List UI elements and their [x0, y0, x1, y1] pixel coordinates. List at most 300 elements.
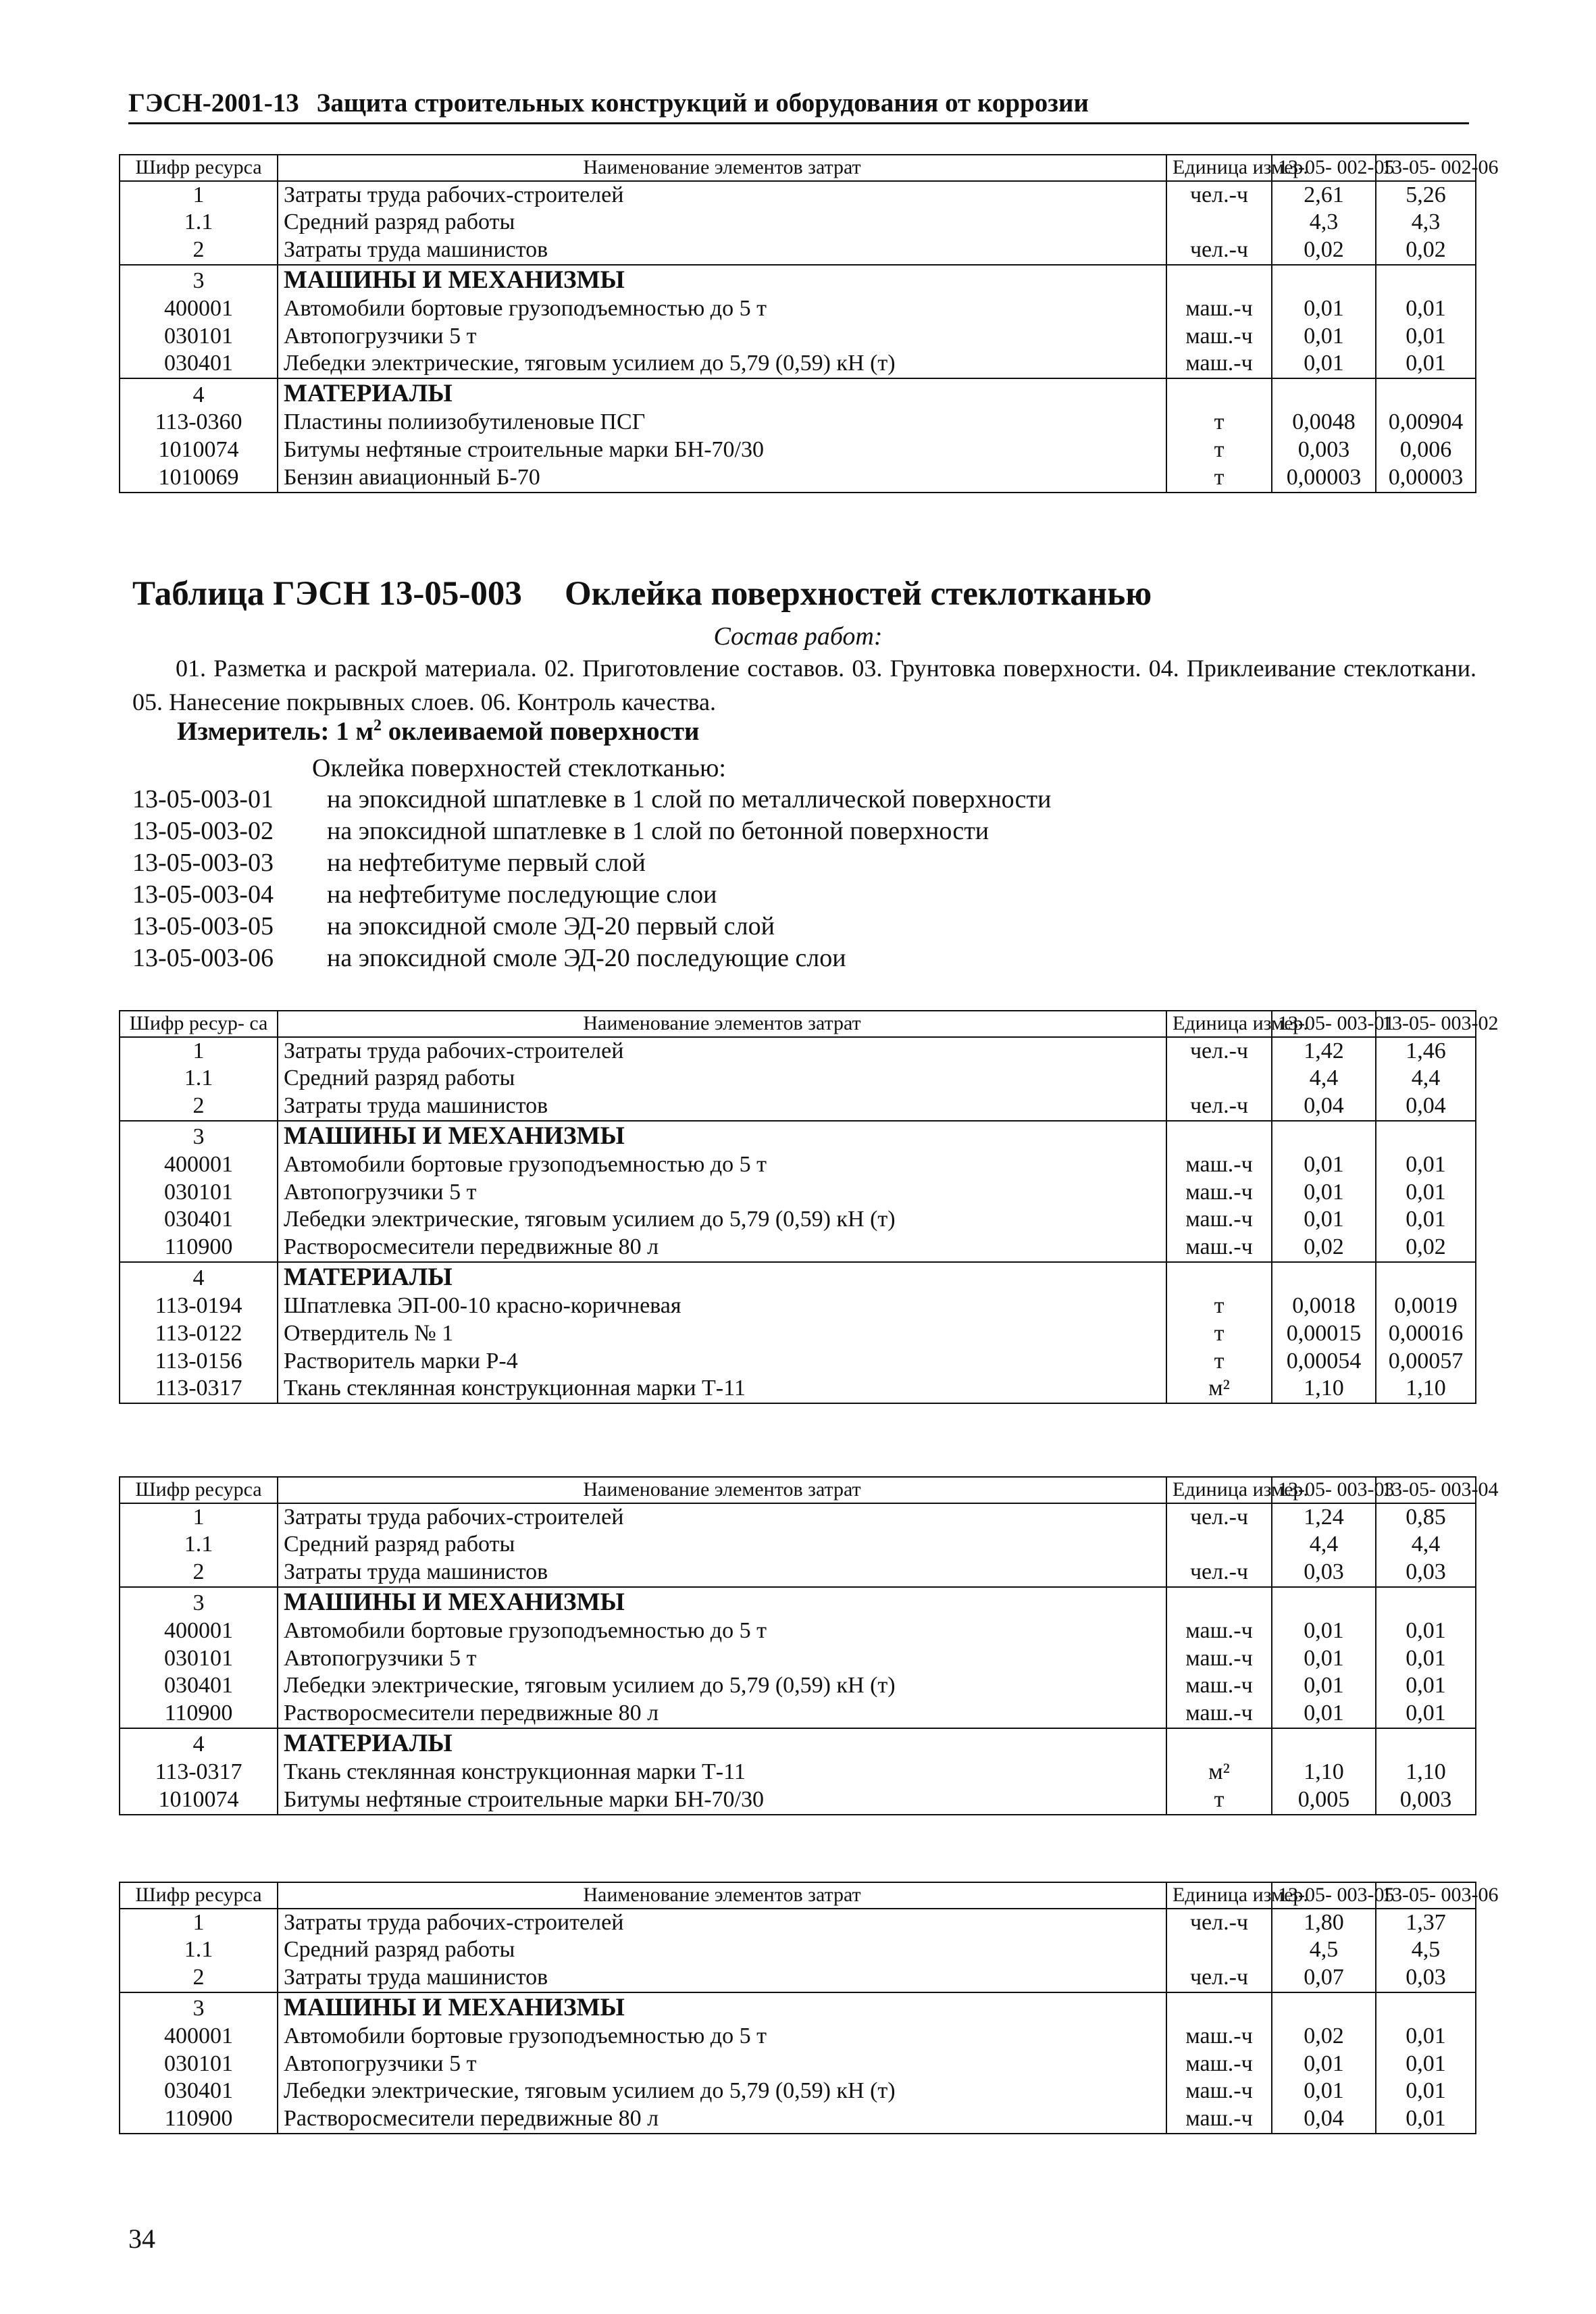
cell-name: МАШИНЫ И МЕХАНИЗМЫ [278, 1992, 1166, 2023]
cell-code: 030101 [120, 2051, 278, 2078]
norms-subheading: Оклейка поверхностей стеклотканью: [312, 754, 726, 782]
table-row [120, 1234, 1476, 1262]
cell-name: Затраты труда рабочих-строителей [278, 1037, 1166, 1065]
cell-value-2: 0,0019 [1376, 1292, 1476, 1320]
table-row [120, 378, 1476, 409]
cell-unit: маш.-ч [1166, 2078, 1272, 2105]
header-col1: 13-05- 003-03 [1272, 1477, 1376, 1503]
cell-code: 400001 [120, 295, 278, 323]
cell-value-2 [1376, 265, 1476, 295]
cell-unit [1166, 1531, 1272, 1559]
cell-code: 2 [120, 236, 278, 265]
table-row [120, 2105, 1476, 2134]
cell-value-2: 0,003 [1376, 1786, 1476, 1815]
cell-code: 1 [120, 1037, 278, 1065]
cell-unit: т [1166, 1292, 1272, 1320]
cell-value-1: 2,61 [1272, 181, 1376, 209]
header-cipher: Шифр ресурса [120, 1882, 278, 1909]
cell-name: Ткань стеклянная конструкционная марки Т-11 [278, 1375, 1166, 1403]
cell-value-2: 0,01 [1376, 1700, 1476, 1728]
cell-value-2 [1376, 1587, 1476, 1617]
cell-value-2: 0,01 [1376, 1206, 1476, 1234]
cell-value-2: 4,5 [1376, 1936, 1476, 1964]
cell-value-1: 0,00054 [1272, 1348, 1376, 1376]
cell-value-1 [1272, 1587, 1376, 1617]
cell-value-1 [1272, 1121, 1376, 1151]
cell-unit: маш.-ч [1166, 1151, 1272, 1179]
cell-value-1: 0,03 [1272, 1559, 1376, 1587]
cell-unit: м² [1166, 1375, 1272, 1403]
cell-value-1: 0,02 [1272, 1234, 1376, 1262]
cell-name: МАШИНЫ И МЕХАНИЗМЫ [278, 1121, 1166, 1151]
cell-unit: чел.-ч [1166, 1503, 1272, 1532]
cell-name: Затраты труда рабочих-строителей [278, 1909, 1166, 1937]
cell-value-2 [1376, 1121, 1476, 1151]
header-unit: Единица измер. [1166, 1477, 1272, 1503]
cell-value-2: 1,46 [1376, 1037, 1476, 1065]
cell-code: 400001 [120, 2023, 278, 2051]
table-row [120, 1503, 1476, 1532]
cell-code: 2 [120, 1092, 278, 1121]
cell-name: Лебедки электрические, тяговым усилием до 5,79 (0,59) кН (т) [278, 1672, 1166, 1700]
cell-value-1 [1272, 265, 1376, 295]
cell-value-2: 0,01 [1376, 295, 1476, 323]
cell-value-2 [1376, 1728, 1476, 1759]
cell-value-2: 0,01 [1376, 1645, 1476, 1673]
cell-value-1: 0,003 [1272, 436, 1376, 464]
cell-code: 030401 [120, 350, 278, 378]
header-unit: Единица измер. [1166, 1011, 1272, 1037]
cell-value-1: 1,10 [1272, 1375, 1376, 1403]
cell-value-2: 0,01 [1376, 2078, 1476, 2105]
table-row [120, 409, 1476, 436]
header-col1: 13-05- 003-05 [1272, 1882, 1376, 1909]
table-header-row [120, 1477, 1476, 1503]
table-row [120, 1786, 1476, 1815]
cell-code: 030101 [120, 323, 278, 351]
cell-value-1: 0,01 [1272, 1151, 1376, 1179]
measure-unit: Измеритель: 1 $м^2$ оклеиваемой поверхности [177, 717, 700, 746]
cell-unit: чел.-ч [1166, 1559, 1272, 1587]
cell-value-2: 0,03 [1376, 1559, 1476, 1587]
cell-code: 3 [120, 1121, 278, 1151]
cell-unit: маш.-ч [1166, 323, 1272, 351]
cell-unit [1166, 1587, 1272, 1617]
table-row [120, 1936, 1476, 1964]
norm-item [132, 847, 1051, 879]
cell-name: Средний разряд работы [278, 209, 1166, 236]
header-name: Наименование элементов затрат [278, 155, 1166, 181]
norm-text: на эпоксидной шпатлевке в 1 слой по металлической поверхности [327, 785, 1052, 813]
cell-name: Растворосмесители передвижные 80 л [278, 1700, 1166, 1728]
cell-value-1: 0,01 [1272, 1700, 1376, 1728]
table-row [120, 2078, 1476, 2105]
table-row [120, 1092, 1476, 1121]
cell-code: 1.1 [120, 1936, 278, 1964]
cell-unit: маш.-ч [1166, 1179, 1272, 1207]
cell-value-1 [1272, 1728, 1376, 1759]
cell-value-1: 0,07 [1272, 1964, 1376, 1992]
table-row [120, 1759, 1476, 1786]
cell-unit: т [1166, 1320, 1272, 1348]
cell-name: Средний разряд работы [278, 1936, 1166, 1964]
cell-code: 1 [120, 1503, 278, 1532]
cell-name: Затраты труда машинистов [278, 1964, 1166, 1992]
table-row [120, 464, 1476, 493]
cell-code: 400001 [120, 1617, 278, 1645]
cell-unit [1166, 1065, 1272, 1092]
cell-name: Автопогрузчики 5 т [278, 2051, 1166, 2078]
cell-name: Растворосмесители передвижные 80 л [278, 1234, 1166, 1262]
cell-value-1: 0,01 [1272, 1645, 1376, 1673]
cell-code: 1 [120, 1909, 278, 1937]
norm-text: на нефтебитуме последующие слои [327, 880, 717, 909]
cell-name: Шпатлевка ЭП-00-10 красно-коричневая [278, 1292, 1166, 1320]
document-code: ГЭСН-2001-13 [128, 89, 299, 118]
cell-code: 1.1 [120, 209, 278, 236]
cell-code: 113-0317 [120, 1759, 278, 1786]
cell-value-2 [1376, 378, 1476, 409]
cell-value-1: 0,01 [1272, 1206, 1376, 1234]
cell-unit: маш.-ч [1166, 295, 1272, 323]
table-row [120, 323, 1476, 351]
cell-unit [1166, 1992, 1272, 2023]
table-row [120, 1700, 1476, 1728]
cell-value-2: 1,10 [1376, 1375, 1476, 1403]
table-row [120, 181, 1476, 209]
cell-code: 030101 [120, 1645, 278, 1673]
cell-code: 2 [120, 1559, 278, 1587]
norms-list [132, 784, 1051, 974]
header-col2: 13-05- 003-02 [1376, 1011, 1476, 1037]
cell-value-2: 0,01 [1376, 1617, 1476, 1645]
cell-name: Растворитель марки Р-4 [278, 1348, 1166, 1376]
table-row [120, 1617, 1476, 1645]
cell-value-1: 0,0018 [1272, 1292, 1376, 1320]
cell-value-1: 4,4 [1272, 1531, 1376, 1559]
header-cipher: Шифр ресур- са [120, 1011, 278, 1037]
works-description: 01. Разметка и раскрой материала. 02. Приготовление составов. 03. Грунтовка поверхности. 04. Приклеивание стеклоткани. 05. Нанесение покрывных слоев. 06. Контроль качества. [132, 655, 1476, 715]
norm-code: 13-05-003-05 [132, 912, 274, 940]
header-name: Наименование элементов затрат [278, 1882, 1166, 1909]
cell-code: 113-0122 [120, 1320, 278, 1348]
resource-table-2 [119, 1010, 1499, 1404]
table-row [120, 1037, 1476, 1065]
cell-value-2: 0,00016 [1376, 1320, 1476, 1348]
cell-value-2: 4,3 [1376, 209, 1476, 236]
cell-unit: маш.-ч [1166, 350, 1272, 378]
norm-text: на эпоксидной смоле ЭД-20 первый слой [327, 912, 775, 940]
cell-unit: т [1166, 1348, 1272, 1376]
cell-code: 113-0156 [120, 1348, 278, 1376]
table-header-row [120, 1011, 1476, 1037]
header-cipher: Шифр ресурса [120, 155, 278, 181]
cell-name: МАШИНЫ И МЕХАНИЗМЫ [278, 265, 1166, 295]
cell-unit [1166, 209, 1272, 236]
cell-name: Пластины полиизобутиленовые ПСГ [278, 409, 1166, 436]
cell-value-1: 0,01 [1272, 2078, 1376, 2105]
cell-value-2: 0,85 [1376, 1503, 1476, 1532]
works-label: Состав работ: [713, 622, 883, 651]
table-row [120, 1292, 1476, 1320]
header-col1: 13-05- 003-01 [1272, 1011, 1376, 1037]
cell-value-2: 0,01 [1376, 1151, 1476, 1179]
cell-code: 4 [120, 1262, 278, 1292]
table-row [120, 1559, 1476, 1587]
cell-name: Отвердитель № 1 [278, 1320, 1166, 1348]
cell-value-2 [1376, 1262, 1476, 1292]
cell-name: Лебедки электрические, тяговым усилием до 5,79 (0,59) кН (т) [278, 350, 1166, 378]
cell-value-2: 5,26 [1376, 181, 1476, 209]
header-col2: 13-05- 003-04 [1376, 1477, 1476, 1503]
header-col1: 13-05- 002-05 [1272, 155, 1376, 181]
cell-value-1: 0,01 [1272, 2051, 1376, 2078]
document-title: Защита строительных конструкций и оборудования от коррозии [316, 89, 1089, 118]
cell-value-1: 1,24 [1272, 1503, 1376, 1532]
cell-value-2: 4,4 [1376, 1065, 1476, 1092]
norm-text: на эпоксидной шпатлевке в 1 слой по бетонной поверхности [327, 817, 989, 845]
cell-code: 030401 [120, 1206, 278, 1234]
cell-name: Битумы нефтяные строительные марки БН-70/30 [278, 1786, 1166, 1815]
resource-table-3 [119, 1476, 1499, 1815]
cell-name: Растворосмесители передвижные 80 л [278, 2105, 1166, 2134]
cell-unit: т [1166, 1786, 1272, 1815]
cell-code: 400001 [120, 1151, 278, 1179]
cell-value-1: 0,005 [1272, 1786, 1376, 1815]
cell-value-2: 1,37 [1376, 1909, 1476, 1937]
cell-unit: маш.-ч [1166, 1672, 1272, 1700]
cell-value-1: 0,01 [1272, 1617, 1376, 1645]
norm-text: на эпоксидной смоле ЭД-20 последующие слои [327, 944, 846, 972]
table-row [120, 1121, 1476, 1151]
cell-unit: т [1166, 464, 1272, 493]
cell-value-1: 0,01 [1272, 1672, 1376, 1700]
cell-name: Средний разряд работы [278, 1531, 1166, 1559]
table-row [120, 1587, 1476, 1617]
cell-name: Автопогрузчики 5 т [278, 323, 1166, 351]
cell-value-1: 1,80 [1272, 1909, 1376, 1937]
cell-unit: чел.-ч [1166, 1964, 1272, 1992]
page-header [128, 88, 1469, 124]
cell-name: МАТЕРИАЛЫ [278, 1728, 1166, 1759]
cell-unit [1166, 1262, 1272, 1292]
cell-value-1 [1272, 1262, 1376, 1292]
cell-unit [1166, 1728, 1272, 1759]
table-row [120, 1672, 1476, 1700]
table-row [120, 1909, 1476, 1937]
cell-code: 1.1 [120, 1065, 278, 1092]
cell-value-1: 0,04 [1272, 2105, 1376, 2134]
table-row [120, 295, 1476, 323]
cell-code: 110900 [120, 2105, 278, 2134]
table-row [120, 1179, 1476, 1207]
cell-unit: маш.-ч [1166, 2105, 1272, 2134]
header-col2: 13-05- 002-06 [1376, 155, 1476, 181]
table-row [120, 1992, 1476, 2023]
cell-code: 1 [120, 181, 278, 209]
table-row [120, 350, 1476, 378]
cell-value-2: 0,01 [1376, 2023, 1476, 2051]
table-title: Оклейка поверхностей стеклотканью [565, 575, 1152, 613]
cell-value-1: 0,04 [1272, 1092, 1376, 1121]
cell-code: 3 [120, 1587, 278, 1617]
cell-value-1: 0,0048 [1272, 409, 1376, 436]
resource-table-1 [119, 154, 1499, 493]
cell-value-2: 0,01 [1376, 2105, 1476, 2134]
cell-code: 030401 [120, 2078, 278, 2105]
cell-name: Автомобили бортовые грузоподъемностью до 5 т [278, 295, 1166, 323]
cell-name: Автомобили бортовые грузоподъемностью до 5 т [278, 2023, 1166, 2051]
header-name: Наименование элементов затрат [278, 1477, 1166, 1503]
cell-name: Затраты труда рабочих-строителей [278, 181, 1166, 209]
table-row [120, 1964, 1476, 1992]
table-row [120, 2051, 1476, 2078]
norm-code: 13-05-003-04 [132, 880, 274, 909]
cell-value-1: 1,10 [1272, 1759, 1376, 1786]
cell-code: 2 [120, 1964, 278, 1992]
cell-value-2: 0,04 [1376, 1092, 1476, 1121]
cell-unit: маш.-ч [1166, 2051, 1272, 2078]
norm-code: 13-05-003-01 [132, 785, 274, 813]
cell-value-2: 0,01 [1376, 1179, 1476, 1207]
norm-code: 13-05-003-06 [132, 944, 274, 972]
table-row [120, 1645, 1476, 1673]
cell-value-1: 0,01 [1272, 1179, 1376, 1207]
cell-value-2: 0,00057 [1376, 1348, 1476, 1376]
cell-name: Лебедки электрические, тяговым усилием до 5,79 (0,59) кН (т) [278, 1206, 1166, 1234]
cell-unit [1166, 265, 1272, 295]
cell-unit: чел.-ч [1166, 236, 1272, 265]
cell-unit [1166, 378, 1272, 409]
cell-value-2: 4,4 [1376, 1531, 1476, 1559]
cell-code: 4 [120, 378, 278, 409]
cell-unit: маш.-ч [1166, 1617, 1272, 1645]
cell-name: Затраты труда рабочих-строителей [278, 1503, 1166, 1532]
cell-value-1: 4,5 [1272, 1936, 1376, 1964]
cell-code: 113-0317 [120, 1375, 278, 1403]
cell-unit: чел.-ч [1166, 181, 1272, 209]
cell-name: Ткань стеклянная конструкционная марки Т-11 [278, 1759, 1166, 1786]
cell-unit: маш.-ч [1166, 2023, 1272, 2051]
cell-value-1: 0,02 [1272, 236, 1376, 265]
cell-unit: чел.-ч [1166, 1092, 1272, 1121]
table-row [120, 436, 1476, 464]
cell-value-2: 0,02 [1376, 236, 1476, 265]
cell-value-1 [1272, 1992, 1376, 2023]
norm-item [132, 911, 1051, 942]
norm-code: 13-05-003-03 [132, 849, 274, 877]
header-col2: 13-05- 003-06 [1376, 1882, 1476, 1909]
table-row [120, 1728, 1476, 1759]
cell-value-1: 0,00015 [1272, 1320, 1376, 1348]
cell-unit: чел.-ч [1166, 1909, 1272, 1937]
cell-name: МАШИНЫ И МЕХАНИЗМЫ [278, 1587, 1166, 1617]
resource-table-4 [119, 1882, 1499, 2134]
cell-value-1 [1272, 378, 1376, 409]
norm-item [132, 784, 1051, 815]
norm-text: на нефтебитуме первый слой [327, 849, 646, 877]
cell-unit: т [1166, 436, 1272, 464]
table-row [120, 1320, 1476, 1348]
table-row [120, 1375, 1476, 1403]
cell-name: Лебедки электрические, тяговым усилием до 5,79 (0,59) кН (т) [278, 2078, 1166, 2105]
table-row [120, 265, 1476, 295]
cell-code: 110900 [120, 1234, 278, 1262]
cell-name: Автопогрузчики 5 т [278, 1645, 1166, 1673]
norm-code: 13-05-003-02 [132, 817, 274, 845]
cell-value-2: 0,01 [1376, 2051, 1476, 2078]
cell-name: МАТЕРИАЛЫ [278, 378, 1166, 409]
cell-name: МАТЕРИАЛЫ [278, 1262, 1166, 1292]
cell-unit: м² [1166, 1759, 1272, 1786]
norm-item [132, 942, 1051, 974]
cell-value-2: 0,01 [1376, 1672, 1476, 1700]
cell-code: 110900 [120, 1700, 278, 1728]
cell-code: 3 [120, 1992, 278, 2023]
table-row [120, 1151, 1476, 1179]
table-row [120, 1065, 1476, 1092]
cell-value-1: 0,02 [1272, 2023, 1376, 2051]
cell-unit: маш.-ч [1166, 1234, 1272, 1262]
cell-value-2: 0,006 [1376, 436, 1476, 464]
cell-value-2: 0,03 [1376, 1964, 1476, 1992]
cell-unit [1166, 1121, 1272, 1151]
cell-unit: маш.-ч [1166, 1645, 1272, 1673]
cell-value-1: 4,3 [1272, 209, 1376, 236]
cell-code: 030101 [120, 1179, 278, 1207]
table-row [120, 236, 1476, 265]
cell-value-1: 0,01 [1272, 323, 1376, 351]
cell-value-1: 0,01 [1272, 295, 1376, 323]
cell-value-1: 1,42 [1272, 1037, 1376, 1065]
cell-name: Затраты труда машинистов [278, 236, 1166, 265]
cell-code: 030401 [120, 1672, 278, 1700]
cell-name: Бензин авиационный Б-70 [278, 464, 1166, 493]
cell-value-2: 0,02 [1376, 1234, 1476, 1262]
cell-code: 1010074 [120, 1786, 278, 1815]
cell-code: 113-0360 [120, 409, 278, 436]
cell-unit: маш.-ч [1166, 1206, 1272, 1234]
cell-value-1: 0,01 [1272, 350, 1376, 378]
norm-item [132, 815, 1051, 847]
cell-value-2 [1376, 1992, 1476, 2023]
table-header-row [120, 1882, 1476, 1909]
table-row [120, 2023, 1476, 2051]
cell-unit: маш.-ч [1166, 1700, 1272, 1728]
header-unit: Единица измер. [1166, 1882, 1272, 1909]
table-row [120, 1348, 1476, 1376]
cell-unit: чел.-ч [1166, 1037, 1272, 1065]
cell-code: 1010074 [120, 436, 278, 464]
cell-name: Битумы нефтяные строительные марки БН-70/30 [278, 436, 1166, 464]
cell-name: Автомобили бортовые грузоподъемностью до 5 т [278, 1617, 1166, 1645]
table-code: Таблица ГЭСН 13-05-003 [132, 575, 522, 613]
cell-name: Затраты труда машинистов [278, 1092, 1166, 1121]
cell-code: 3 [120, 265, 278, 295]
table-header-row [120, 155, 1476, 181]
cell-value-2: 1,10 [1376, 1759, 1476, 1786]
cell-code: 113-0194 [120, 1292, 278, 1320]
cell-value-2: 0,00003 [1376, 464, 1476, 493]
cell-value-2: 0,01 [1376, 350, 1476, 378]
table-row [120, 1206, 1476, 1234]
cell-unit: т [1166, 409, 1272, 436]
cell-name: Затраты труда машинистов [278, 1559, 1166, 1587]
cell-value-1: 0,00003 [1272, 464, 1376, 493]
table-row [120, 209, 1476, 236]
cell-code: 1.1 [120, 1531, 278, 1559]
cell-name: Автомобили бортовые грузоподъемностью до 5 т [278, 1151, 1166, 1179]
